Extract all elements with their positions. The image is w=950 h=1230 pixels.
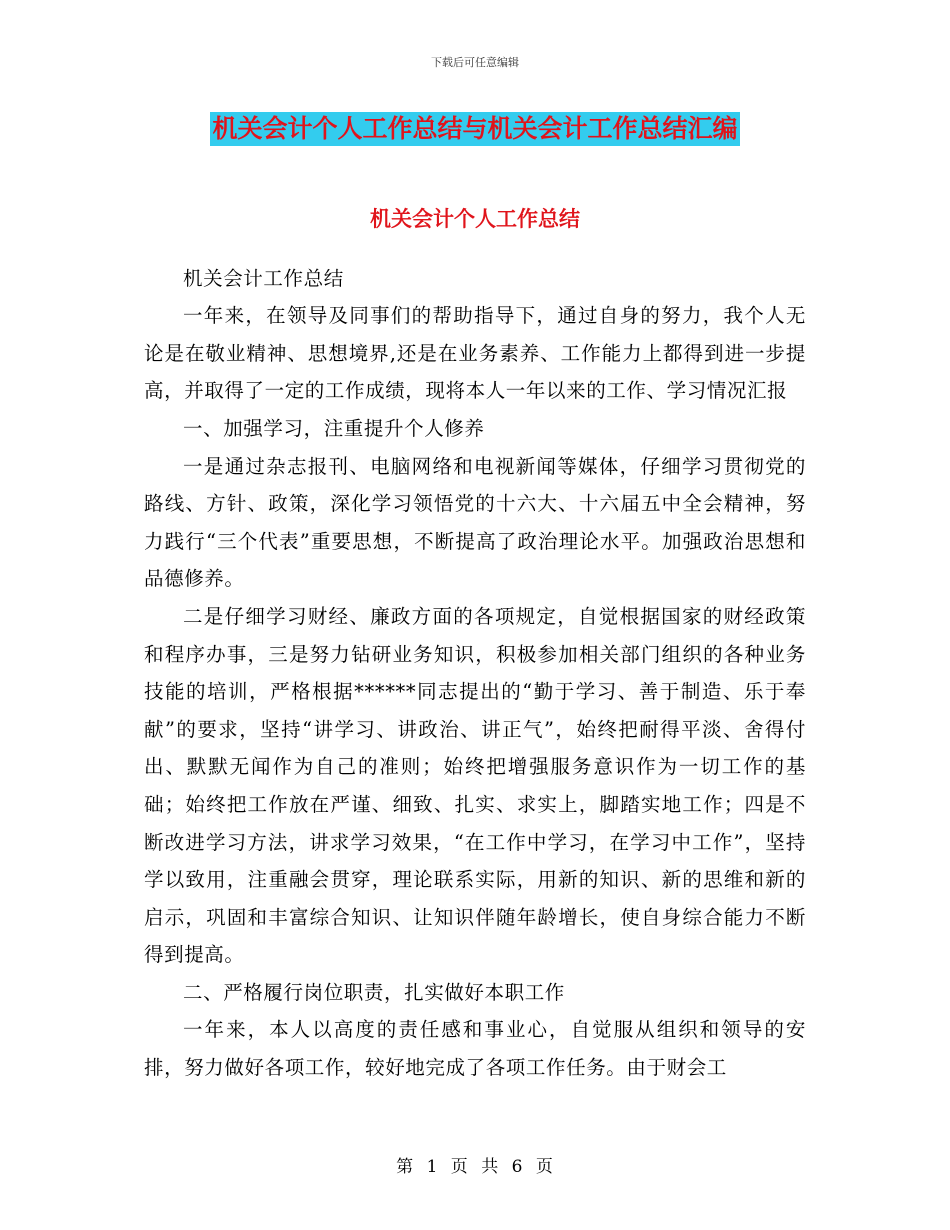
footer-total-pages: 6 — [511, 1157, 524, 1177]
paragraph: 二是仔细学习财经、廉政方面的各项规定，自觉根据国家的财经政策和程序办事，三是努力钻研业务知识，积极参加相关部门组织的各种业务技能的培训，严格根据******同志提出的“勤于学习、善于制造、乐于奉献”的要求，坚持“讲学习、讲政治、讲正气”，始终把耐得平淡、舍得付出、默默无闻作为自己的准则；始终把增强服务意识作为一切工作的基础；始终把工作放在严谨、细致、扎实、求实上，脚踏实地工作；四是不断改进学习方法，讲求学习效果，“在工作中学习，在学习中工作”，坚持学以致用，注重融会贯穿，理论联系实际，用新的知识、新的思维和新的启示，巩固和丰富综合知识、让知识伴随年龄增长，使自身综合能力不断得到提高。 — [144, 604, 806, 967]
paragraph: 二、严格履行岗位职责，扎实做好本职工作 — [183, 980, 565, 1004]
page-header-note: 下载后可任意编辑 — [431, 56, 519, 69]
paragraph: 一是通过杂志报刊、电脑网络和电视新闻等媒体，仔细学习贯彻党的路线、方针、政策，深化学习领悟党的十六大、十六届五中全会精神，努力践行“三个代表”重要思想，不断提高了政治理论水平。加强政治思想和品德修养。 — [144, 454, 806, 591]
document-body — [144, 222, 806, 1087]
footer-total-unit: 页 — [535, 1157, 554, 1177]
footer-total-prefix: 共 — [481, 1157, 500, 1177]
paragraph: 机关会计工作总结 — [183, 266, 344, 290]
footer-page-prefix: 第 — [396, 1157, 415, 1177]
paragraph: 一、加强学习，注重提升个人修养 — [183, 416, 485, 440]
document-title: 机关会计个人工作总结与机关会计工作总结汇编 — [210, 112, 739, 146]
document-title-container — [0, 112, 950, 146]
footer-page-number: 1 — [426, 1157, 439, 1177]
page-footer — [0, 1152, 950, 1177]
paragraph: 一年来，在领导及同事们的帮助指导下，通过自身的努力，我个人无论是在敬业精神、思想境界,还是在业务素养、工作能力上都得到进一步提高，并取得了一定的工作成绩，现将本人一年以来的工作、学习情况汇报 — [144, 304, 806, 403]
paragraph: 一年来，本人以高度的责任感和事业心，自觉服从组织和领导的安排，努力做好各项工作，较好地完成了各项工作任务。由于财会工 — [144, 1018, 806, 1080]
section-title: 机关会计个人工作总结 — [370, 207, 580, 231]
footer-page-unit: 页 — [450, 1157, 469, 1177]
